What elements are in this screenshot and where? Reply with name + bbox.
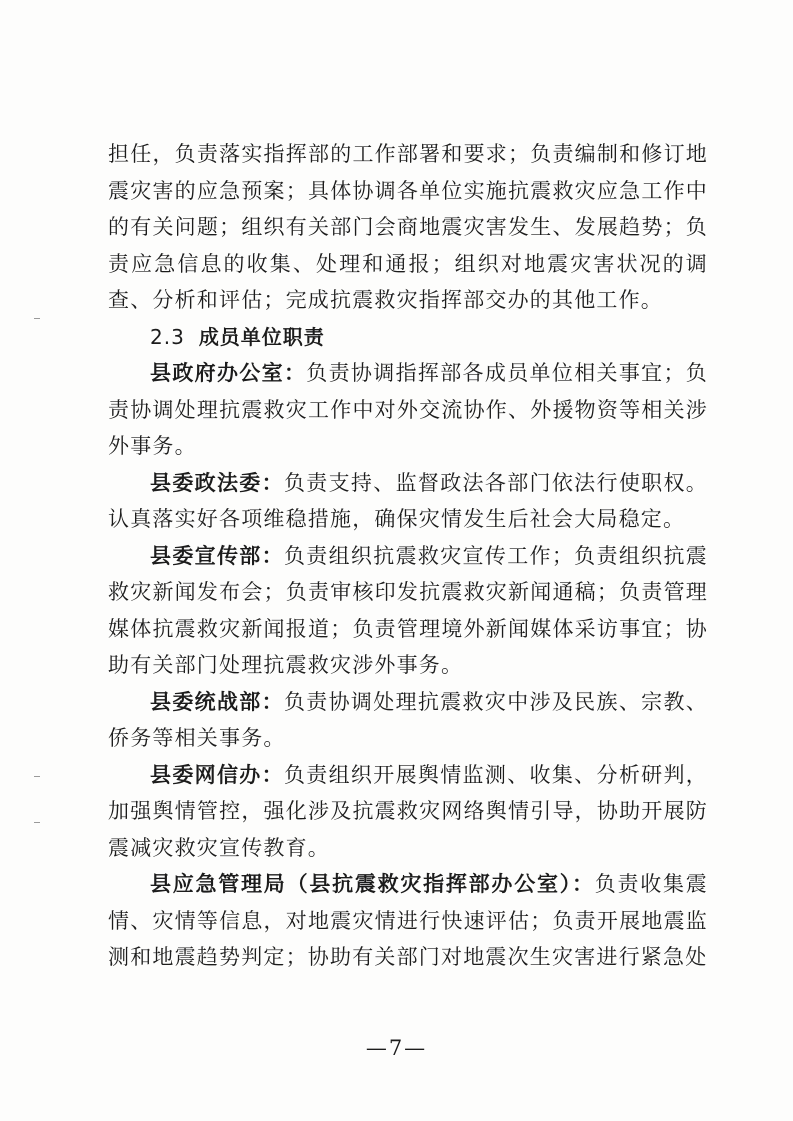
document-body (108, 136, 708, 976)
unit-name: 县委统战部： (150, 689, 284, 714)
unit-name: 县政府办公室： (150, 361, 307, 385)
section-title: 成员单位职责 (198, 324, 325, 349)
scan-edge-mark (34, 776, 40, 777)
section-number: 2.3 (150, 324, 185, 349)
duty-paragraph-united-front (108, 684, 708, 757)
duty-text: 负责支持、监督政法各部门依法行使职权。认真落实好各项维稳措施，确保灾情发生后社会大局稳定。 (108, 470, 708, 531)
continuation-paragraph: 担任，负责落实指挥部的工作部署和要求；负责编制和修订地震灾害的应急预案；具体协调各单位实施抗震救灾应急工作中的有关问题；组织有关部门会商地震灾害发生、发展趋势；负责应急信息的收集、处理和通报；组织对地震灾害状况的调查、分析和评估；完成抗震救灾指挥部交办的其他工作。 (108, 142, 708, 312)
duty-text: 负责收集震情、灾情等信息，对地震灾情进行快速评估；负责开展地震监测和地震趋势判定；协助有关部门对地震次生灾害进行紧急处 (108, 872, 708, 969)
section-heading (108, 319, 708, 356)
duty-paragraph-publicity (108, 538, 708, 684)
unit-name: 县委宣传部： (150, 543, 284, 568)
duty-paragraph-cyberspace (108, 757, 708, 867)
unit-name: 县应急管理局（县抗震救灾指挥部办公室）： (150, 872, 595, 896)
page-number: —7— (365, 1036, 428, 1060)
unit-name: 县委网信办： (150, 762, 284, 787)
duty-paragraph-political-legal (108, 465, 708, 538)
unit-name: 县委政法委： (150, 470, 284, 495)
duty-text: 负责组织抗震救灾宣传工作；负责组织抗震救灾新闻发布会；负责审核印发抗震救灾新闻通稿；负责管理媒体抗震救灾新闻报道；负责管理境外新闻媒体采访事宜；协助有关部门处理抗震救灾涉外事务。 (108, 543, 708, 677)
duty-paragraph-emergency (108, 866, 708, 976)
duty-text: 负责协调处理抗震救灾中涉及民族、宗教、侨务等相关事务。 (108, 689, 708, 750)
duty-text: 负责组织开展舆情监测、收集、分析研判，加强舆情管控，强化涉及抗震救灾网络舆情引导，协助开展防震减灾救灾宣传教育。 (108, 762, 708, 860)
scan-edge-mark (34, 822, 40, 823)
scan-edge-mark (34, 318, 40, 319)
duty-paragraph-office (108, 355, 708, 465)
duty-text: 负责协调指挥部各成员单位相关事宜；负责协调处理抗震救灾工作中对外交流协作、外援物资等相关涉外事务。 (108, 361, 708, 458)
